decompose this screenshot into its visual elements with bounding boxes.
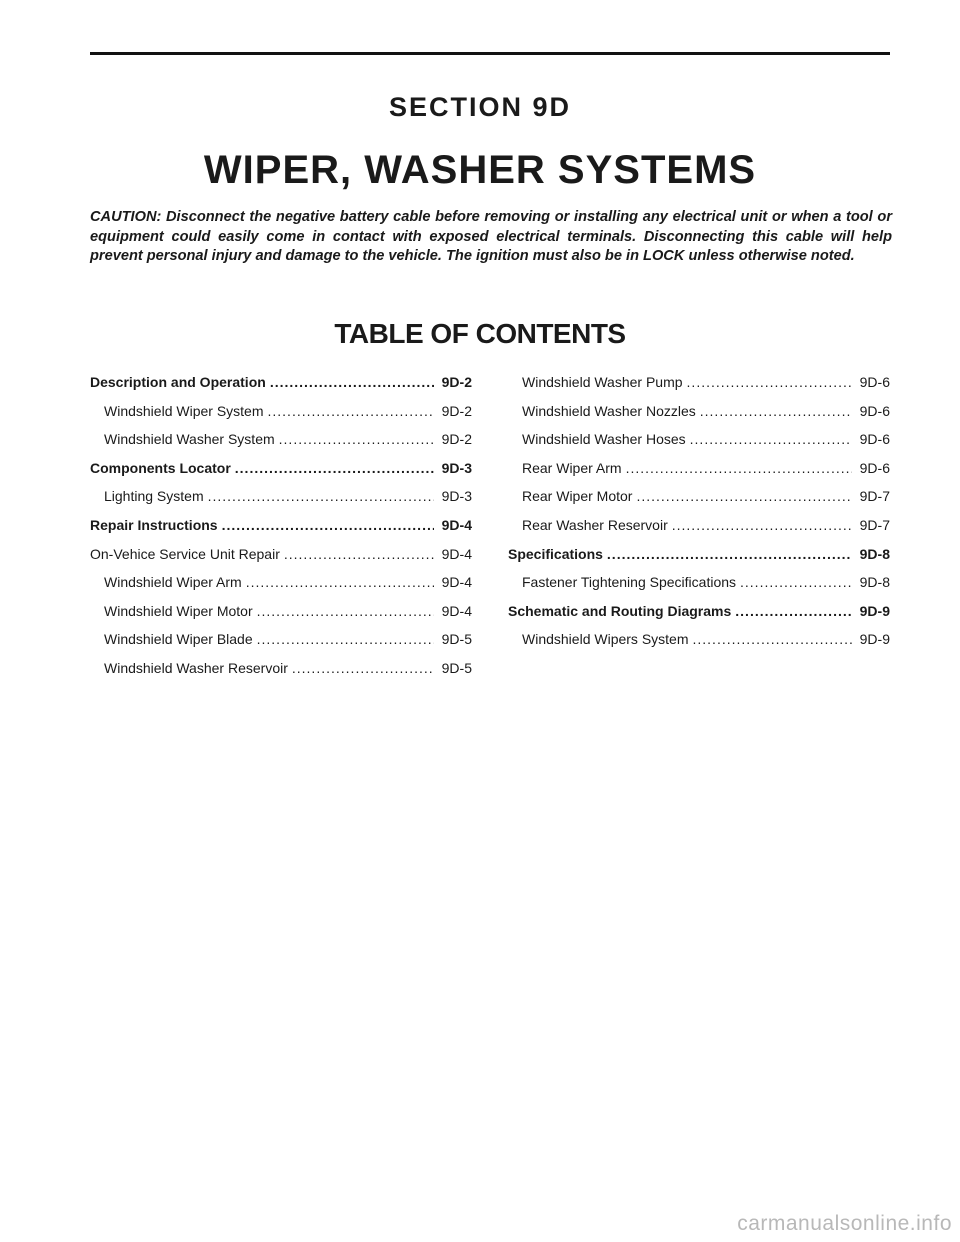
toc-entry[interactable]: [508, 403, 890, 432]
toc-leader-dots: [735, 603, 852, 619]
toc-entry-page: 9D-4: [441, 574, 472, 591]
toc-entry-title: Windshield Washer Reservoir: [104, 659, 288, 676]
toc-entry[interactable]: [508, 374, 890, 403]
toc-entry-page: 9D-2: [441, 402, 472, 419]
toc-entry-page: 9D-9: [859, 602, 890, 619]
toc-entry-title: Windshield Washer Nozzles: [522, 402, 696, 419]
toc-leader-dots: [292, 660, 434, 676]
toc-entry-title: Rear Washer Reservoir: [522, 516, 668, 533]
toc-leader-dots: [284, 546, 434, 562]
toc-leader-dots: [690, 431, 852, 447]
toc-entry[interactable]: [508, 603, 890, 632]
caution-note: CAUTION: Disconnect the negative battery cable before removing or installing any electrical unit or when a tool or equipment could easily come in contact with exposed electrical terminals. Disconnecting this cable will help prevent personal injury and damage to the vehicle. The ignition must also be in LOCK unless otherwise noted.: [90, 209, 892, 264]
toc-entry-title: Components Locator: [90, 459, 231, 476]
toc-leader-dots: [257, 631, 434, 647]
toc-entry-page: 9D-5: [441, 631, 472, 648]
toc-entry-title: Windshield Wiper Motor: [104, 602, 253, 619]
toc-entry[interactable]: [90, 546, 472, 575]
toc-leader-dots: [740, 574, 852, 590]
toc-entry[interactable]: [90, 488, 472, 517]
section-number: SECTION 9D: [388, 92, 572, 122]
toc-entry-page: 9D-8: [859, 545, 890, 562]
toc-entry-title: Windshield Washer Hoses: [522, 431, 686, 448]
toc-leader-dots: [693, 631, 853, 647]
toc-entry-title: Rear Wiper Arm: [522, 459, 622, 476]
toc-leader-dots: [235, 460, 434, 476]
toc-leader-dots: [279, 431, 434, 447]
toc-leader-dots: [257, 603, 434, 619]
toc-entry-page: 9D-3: [441, 488, 472, 505]
toc-entry[interactable]: [508, 517, 890, 546]
toc-entry-title: Description and Operation: [90, 374, 266, 390]
toc-entry-title: Specifications: [508, 545, 603, 562]
toc-leader-dots: [687, 374, 852, 390]
toc-entry[interactable]: [508, 631, 890, 660]
toc-entry-title: Windshield Wiper Blade: [104, 631, 253, 648]
toc-entry-title: Windshield Wiper System: [104, 402, 264, 419]
toc-entry[interactable]: [90, 574, 472, 603]
toc-entry[interactable]: [90, 403, 472, 432]
toc-entry[interactable]: [508, 546, 890, 575]
toc-entry[interactable]: [508, 431, 890, 460]
toc-entry-page: 9D-6: [859, 402, 890, 419]
toc-entry[interactable]: [90, 517, 472, 546]
toc-entry-page: 9D-7: [859, 488, 890, 505]
toc-entry[interactable]: [90, 631, 472, 660]
toc-entry[interactable]: [90, 374, 472, 403]
page-title: WIPER, WASHER SYSTEMS: [203, 148, 757, 192]
toc-entry-page: 9D-2: [441, 374, 472, 390]
toc-entry-page: 9D-2: [441, 431, 472, 448]
toc-title: TABLE OF CONTENTS: [334, 318, 626, 349]
toc-leader-dots: [672, 517, 852, 533]
top-rule: [90, 52, 890, 55]
toc-leader-dots: [626, 460, 852, 476]
toc-entry-title: Repair Instructions: [90, 516, 218, 533]
toc-leader-dots: [270, 374, 434, 390]
toc-entry-title: Windshield Wipers System: [522, 631, 689, 648]
toc-entry-title: Windshield Wiper Arm: [104, 574, 242, 591]
toc-entry-page: 9D-7: [859, 516, 890, 533]
watermark: carmanualsonline.info: [737, 1212, 952, 1235]
toc-entry-page: 9D-5: [441, 659, 472, 676]
toc-leader-dots: [700, 403, 852, 419]
toc-leader-dots: [607, 546, 852, 562]
toc-entry-page: 9D-4: [441, 602, 472, 619]
toc-column-left: [90, 374, 472, 689]
toc-entry[interactable]: [508, 488, 890, 517]
toc-entry-page: 9D-6: [859, 431, 890, 448]
toc-entry[interactable]: [508, 574, 890, 603]
toc-entry-title: Fastener Tightening Specifications: [522, 574, 737, 591]
toc-entry-page: 9D-3: [441, 459, 472, 476]
toc-entry-page: 9D-8: [859, 574, 890, 591]
toc-entry[interactable]: [90, 431, 472, 460]
toc-entry[interactable]: [90, 660, 472, 689]
toc-entry[interactable]: [90, 603, 472, 632]
toc-leader-dots: [636, 488, 852, 504]
toc-leader-dots: [222, 517, 434, 533]
toc-entry[interactable]: [508, 460, 890, 489]
toc-entry-title: Rear Wiper Motor: [522, 488, 633, 505]
toc-entry-page: 9D-6: [859, 459, 890, 476]
toc-leader-dots: [208, 488, 434, 504]
toc-leader-dots: [268, 403, 435, 419]
toc-entry-title: Schematic and Routing Diagrams: [508, 602, 732, 619]
toc-entry-title: Windshield Washer Pump: [522, 374, 683, 390]
toc-entry-title: Lighting System: [104, 488, 204, 505]
toc-entry-page: 9D-4: [441, 545, 472, 562]
toc-entry-page: 9D-4: [441, 516, 472, 533]
toc-entry-title: On-Vehice Service Unit Repair: [90, 545, 280, 562]
toc-entry-title: Windshield Washer System: [104, 431, 275, 448]
toc-entry[interactable]: [90, 460, 472, 489]
toc-entry-page: 9D-9: [859, 631, 890, 648]
toc-column-right: [508, 374, 890, 660]
toc-leader-dots: [246, 574, 434, 590]
toc-entry-page: 9D-6: [859, 374, 890, 390]
